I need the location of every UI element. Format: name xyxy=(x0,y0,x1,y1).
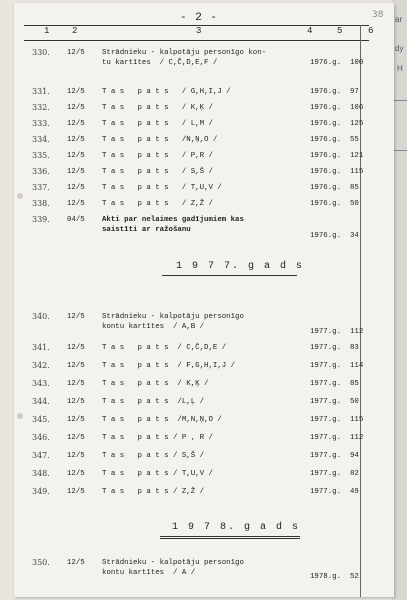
record-description: T a s p a t s / Z,Ž / xyxy=(102,488,205,496)
record-number: 332. xyxy=(32,103,50,112)
table-row xyxy=(32,48,362,68)
record-count: 85 xyxy=(350,380,359,388)
col-head-4: 4 xyxy=(307,26,313,36)
record-count: 97 xyxy=(350,88,359,96)
record-count: 100 xyxy=(350,59,364,67)
record-date: 12/5 xyxy=(67,488,85,496)
record-year: 1977.g. xyxy=(310,398,342,406)
record-count: 82 xyxy=(350,470,359,478)
record-year: 1976.g. xyxy=(310,59,342,67)
document-page xyxy=(14,3,394,597)
table-row xyxy=(32,312,362,334)
table-row xyxy=(32,558,362,580)
record-description: T a s p a t s / G,H,I,J / xyxy=(102,88,231,96)
adjacent-page-edge xyxy=(392,0,407,600)
record-count: 83 xyxy=(350,344,359,352)
record-year: 1977.g. xyxy=(310,452,342,460)
punch-hole xyxy=(17,193,23,199)
record-date: 12/5 xyxy=(67,559,85,567)
record-year: 1976.g. xyxy=(310,168,342,176)
record-year: 1976.g. xyxy=(310,200,342,208)
record-description: T a s p a t s / P,R / xyxy=(102,152,213,160)
year-underline xyxy=(162,275,297,276)
record-count: 50 xyxy=(350,398,359,406)
record-number: 340. xyxy=(32,312,50,321)
record-number: 345. xyxy=(32,415,50,424)
record-year: 1976.g. xyxy=(310,104,342,112)
record-number: 342. xyxy=(32,361,50,370)
record-count: 85 xyxy=(350,184,359,192)
record-count: 34 xyxy=(350,232,359,240)
record-date: 12/5 xyxy=(67,313,85,321)
record-date: 12/5 xyxy=(67,416,85,424)
record-number: 337. xyxy=(32,183,50,192)
record-year: 1978.g. xyxy=(310,573,342,581)
record-number: 343. xyxy=(32,379,50,388)
record-count: 52 xyxy=(350,573,359,581)
page-number: - 2 - xyxy=(180,12,219,24)
year-underline xyxy=(160,536,300,539)
record-year: 1976.g. xyxy=(310,232,342,240)
record-description: T a s p a t s / K,Ķ / xyxy=(102,104,213,112)
record-date: 12/5 xyxy=(67,184,85,192)
record-number: 349. xyxy=(32,487,50,496)
record-description: Akti par nelaimes gadījumiem kas saistīti ar ražošanu xyxy=(102,216,244,234)
punch-hole xyxy=(17,413,23,419)
record-number: 336. xyxy=(32,167,50,176)
record-date: 04/5 xyxy=(67,216,85,224)
record-description: T a s p a t s / C,Č,D,E / xyxy=(102,344,227,352)
record-number: 338. xyxy=(32,199,50,208)
record-date: 12/5 xyxy=(67,152,85,160)
year-heading-1978: 1 9 7 8. g a d s xyxy=(172,522,301,533)
record-number: 344. xyxy=(32,397,50,406)
record-number: 335. xyxy=(32,151,50,160)
record-date: 12/5 xyxy=(67,88,85,96)
record-description: T a s p a t s / Z,Ž / xyxy=(102,200,213,208)
record-description: Strādnieku - kalpotāju personīgo kon- tu kartītes / C,Č,D,E,F / xyxy=(102,49,267,67)
record-number: 347. xyxy=(32,451,50,460)
record-date: 12/5 xyxy=(67,136,85,144)
record-count: 50 xyxy=(350,200,359,208)
record-number: 341. xyxy=(32,343,50,352)
record-date: 12/5 xyxy=(67,344,85,352)
record-date: 12/5 xyxy=(67,452,85,460)
record-date: 12/5 xyxy=(67,470,85,478)
sheet-number: 38 xyxy=(372,10,384,20)
record-year: 1976.g. xyxy=(310,152,342,160)
record-year: 1977.g. xyxy=(310,416,342,424)
record-description: T a s p a t s / S,Š / xyxy=(102,452,205,460)
record-description: T a s p a t s / L,M / xyxy=(102,120,213,128)
bleed-text: H xyxy=(397,64,403,73)
col-head-1: 1 xyxy=(44,26,50,36)
record-year: 1977.g. xyxy=(310,470,342,478)
record-count: 125 xyxy=(350,120,364,128)
record-description: T a s p a t s /M,N,Ņ,O / xyxy=(102,416,222,424)
record-date: 12/5 xyxy=(67,120,85,128)
record-count: 49 xyxy=(350,488,359,496)
bleed-text: dy xyxy=(395,44,404,53)
record-date: 12/5 xyxy=(67,380,85,388)
record-description: T a s p a t s / T,U,V / xyxy=(102,184,222,192)
record-number: 333. xyxy=(32,119,50,128)
record-year: 1976.g. xyxy=(310,136,342,144)
record-count: 121 xyxy=(350,152,364,160)
record-date: 12/5 xyxy=(67,398,85,406)
year-heading-1977: 1 9 7 7. g a d s xyxy=(176,261,305,272)
record-date: 12/5 xyxy=(67,168,85,176)
record-count: 112 xyxy=(350,328,364,336)
record-date: 12/5 xyxy=(67,362,85,370)
col-head-3: 3 xyxy=(196,26,202,36)
record-count: 94 xyxy=(350,452,359,460)
record-count: 106 xyxy=(350,104,364,112)
record-year: 1977.g. xyxy=(310,380,342,388)
record-date: 12/5 xyxy=(67,49,85,57)
record-year: 1977.g. xyxy=(310,344,342,352)
header-bottom-rule xyxy=(24,40,369,41)
record-year: 1977.g. xyxy=(310,362,342,370)
record-count: 55 xyxy=(350,136,359,144)
record-description: T a s p a t s / T,U,V / xyxy=(102,470,213,478)
record-number: 331. xyxy=(32,87,50,96)
record-year: 1976.g. xyxy=(310,120,342,128)
record-count: 112 xyxy=(350,434,364,442)
record-number: 330. xyxy=(32,48,50,57)
record-number: 350. xyxy=(32,558,50,567)
record-year: 1977.g. xyxy=(310,488,342,496)
table-row xyxy=(32,215,362,239)
record-count: 115 xyxy=(350,416,364,424)
record-year: 1977.g. xyxy=(310,434,342,442)
record-year: 1976.g. xyxy=(310,184,342,192)
record-count: 115 xyxy=(350,168,364,176)
record-date: 12/5 xyxy=(67,434,85,442)
record-year: 1977.g. xyxy=(310,328,342,336)
record-description: T a s p a t s /L,Ļ / xyxy=(102,398,205,406)
record-description: T a s p a t s / P , R / xyxy=(102,434,213,442)
record-number: 348. xyxy=(32,469,50,478)
record-year: 1976.g. xyxy=(310,88,342,96)
record-description: T a s p a t s / S,Š / xyxy=(102,168,213,176)
col-head-2: 2 xyxy=(72,26,78,36)
col-head-5: 5 xyxy=(337,26,343,36)
col-head-6: 6 xyxy=(368,26,374,36)
record-date: 12/5 xyxy=(67,104,85,112)
record-description: T a s p a t s / F,G,H,I,J / xyxy=(102,362,236,370)
record-description: T a s p a t s /N,Ņ,O / xyxy=(102,136,218,144)
record-description: Strādnieku - kalpotāju personīgo kontu kartītes / A / xyxy=(102,559,244,577)
record-number: 339. xyxy=(32,215,50,224)
record-count: 114 xyxy=(350,362,364,370)
record-number: 346. xyxy=(32,433,50,442)
record-description: T a s p a t s / K,Ķ / xyxy=(102,380,209,388)
record-date: 12/5 xyxy=(67,200,85,208)
bleed-text: ar xyxy=(395,15,403,24)
record-description: Strādnieku - kalpotāju personīgo kontu kartītes / A,B / xyxy=(102,313,244,331)
record-number: 334. xyxy=(32,135,50,144)
